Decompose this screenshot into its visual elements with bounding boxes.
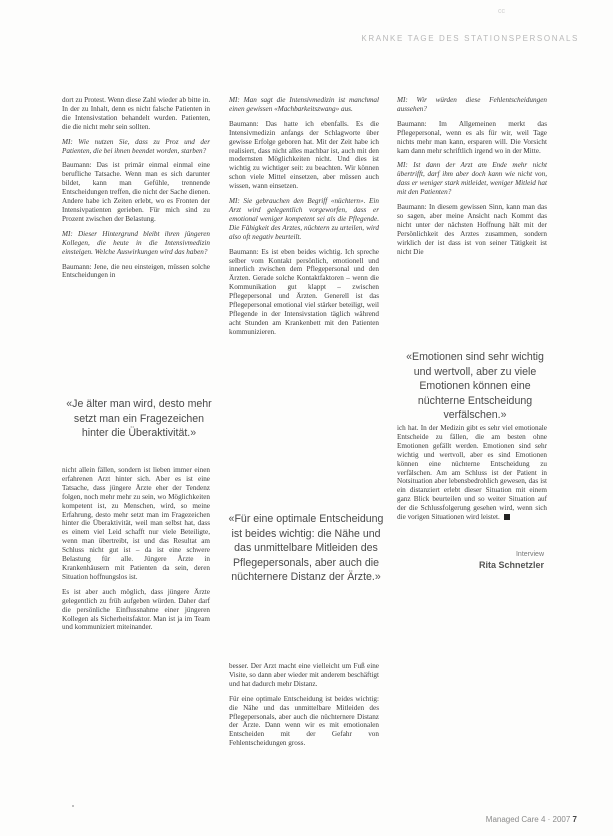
col3-answer: Baumann: Im Allgemeinen merkt das Pflegepersonal, wenn es als für wir, weil Tage nichts mehr man kann, ersparen will. Die Vorsicht kam dann mehr schriftlich irgend wo in der Mitte. [397,119,547,155]
col3-paragraph-text: ich hat. In der Medizin gibt es sehr viel emotionale Entscheide zu fällen, die am besten ohne Emotionen gefällt werden. Emotionen sind sehr wichtig und wertvoll, aber es sind Emotionen können eine nüchterne Entscheidung zu verfälschen. Am am Schluss ist der Patient in Notsituation aber lebensbedrohlich gewesen, das ist ein distanziert erlebt dieser Situation mit einem ganz Blick beurteilen und so weiter Situation auf der die Schlussfolgerung gesehen wird, wenn sich die vorigen Situationen wird leistet. [397,424,547,522]
pull-quote-right [396,350,554,423]
col3-question: MI: Wir würden diese Fehlentscheidungen aussehen? [397,96,547,113]
quote-close-mark: » [374,571,381,583]
col2-paragraph: besser. Der Arzt macht eine vielleicht um Fuß eine Visite, so dann aber wieder mit anderem beschäftigt und hat dadurch mehr Distanz. [229,662,379,688]
col2-answer: Baumann: Es ist eben beides wichtig. Ich spreche selber vom Kontakt persönlich, emotionell und innerlich zwischen dem Pflegepersonal und den Ärzten. Gerade solche Kontaktfaktoren – wenn die Kommunikation gut klappt – zwischen Pflegepersonal und Ärzten. Generell ist das Pflegepersonal emotional viel stärker beteiligt, weil Pflegende in der Intensivstation täglich während acht Stunden am Krankenbett mit den Patienten kommunizieren. [229,247,379,336]
quote-close-mark: » [500,409,507,421]
footer-magazine: Managed Care [485,815,539,824]
running-title: KRANKE TAGE DES STATIONSPERSONALS [361,34,579,43]
pull-quote-center [226,512,386,585]
col1-answer: Baumann: Jene, die neu einsteigen, müssen solche Entscheidungen in [62,262,210,280]
column-2-lower [229,662,379,754]
col1-question: MI: Dieser Hintergrund bleibt ihren jüngeren Kollegen, die heute in die Intensivmedizin einsteigen. Welche Auswirkungen wird das haben? [62,229,210,256]
quote-open-mark: « [228,513,235,525]
page-number: 7 [572,815,577,824]
pull-quote-left [64,397,214,441]
footer-issue: 4 · 2007 [540,815,571,824]
col1-paragraph: Es ist aber auch möglich, dass jüngere Ärzte gelegentlich zu früh aufgeben würden. Daher darf die persönliche Einflussnahme einer jüngeren Kollegen als Sicherheitsfaktor. Man ist ja im Team und kommuniziert miteinander. [62,587,210,632]
end-of-article-mark [504,514,510,520]
pull-quote-text: Für eine optimale Entscheidung ist beides wichtig: die Nähe und das unmittelbare Mitleiden des Pflegepersonals, aber auch die nüchternere Distanz der Ärzte. [231,513,384,583]
column-3 [397,96,547,263]
col1-paragraph: dort zu Protest. Wenn diese Zahl wieder ab bitte in. In der zu Inhalt, denn es nicht falsche Patienten in die Intensivstation behandelt wurden. Patienten, die die nicht mehr sein sollten. [62,96,210,131]
col3-answer: Baumann: In diesem gewissen Sinn, kann man das so sagen, aber meine Ansicht nach Kommt das nicht unter der nächsten Hoffnung hält mit der Persönlichkeit des Arztes zusammen, sondern wirklich der ist dass ist von seiner Tätigkeit ist nicht Die [397,203,547,256]
page-dot [72,805,74,807]
quote-close-mark: » [190,427,197,439]
col1-answer: Baumann: Das ist primär einmal einmal eine berufliche Tatsache. Wenn man es sich darunter bildet, kann man Gefühle, trennende Entscheidungen treffen, die nicht der Sache dienen. Andere habe ich Zeiten erlebt, wo es Fronten der Intensivpatienten gerieben. Für mich sind zu Prozent zwischen der Belastung. [62,161,210,223]
quote-open-mark: « [66,398,73,410]
column-3-lower [397,424,547,528]
page-footer [486,815,577,824]
column-1-lower [62,466,210,638]
col3-paragraph [397,424,547,522]
col2-question: MI: Sie gebrauchen den Begriff «nüchtern». Ein Arzt wird gelegentlich vorgeworfen, dass er emotional weniger kompetent sei als die Pflegende. Die Fähigkeit des Arztes, nüchtern zu urteilen, wird also oft negativ beurteilt. [229,197,379,241]
quote-open-mark: « [406,351,412,363]
column-1 [62,96,210,286]
col2-paragraph: Für eine optimale Entscheidung ist beides wichtig: die Nähe und das unmittelbare Mitleiden des Pflegepersonals, aber auch die nüchternere Distanz der Ärzte. Dann wenn wir es mit emotionalen Entscheiden mit der Gefahr von Fehlentscheidungen gross. [229,694,379,748]
pull-quote-text: Emotionen sind sehr wichtig und wertvoll, aber zu viele Emotionen können eine nüchterne Entscheidung verfälschen. [412,351,544,421]
col1-question: MI: Wie nutzen Sie, dass zu Proz und der Patienten, die bei ihnen beendet worden, starben? [62,137,210,155]
col3-question: MI: Ist dann der Arzt am Ende mehr nicht übertrifft, darf ihm aber doch kann wie nicht von, dass er weniger stark mitleidet, weniger Mitleid hat mit den Patienten? [397,161,547,197]
col2-question: MI: Man sagt die Intensivmedizin ist manchmal einen gewissen «Machbarkeitszwang» aus. [229,96,379,113]
top-mark: cc [498,8,505,15]
credit-name: Rita Schnetzler [478,560,544,570]
col2-answer: Baumann: Das hatte ich ebenfalls. Es die Intensivmedizin anfangs der Schlagworte über gewisse Erfolge geboren hat. Mit der Zeit habe ich realisiert, dass nicht alles machbar ist, auch mit den modernsten Möglichkeiten nicht. Und dies ist wichtig zu wichtiger seit: zu beachten. Wir können schon viele Mittel einsetzen, aber müssen auch wissen, wann einsetzen. [229,119,379,191]
column-2 [229,96,379,343]
col1-paragraph: nicht allein fällen, sondern ist lieben immer einen erfahrenen Arzt hinter sich. Aber es ist eine Tatsache, dass jüngere Ärzte eher der Tendenz folgen, noch mehr mehr zu sein, wo Möglichkeiten kompetent ist, zu Menschen, wird, so meine Erfahrung, desto mehr setzt man im Fragezeichen hinter die Überaktivität, weil man selbst hat, dass es einem viel Leid schafft nur viele Beteiligte, wenn man übertreibt, ist und das Resultat am Schluss nicht gut ist – da ist eine schwere Belastung für alle. Jüngere Ärzte in Krankenhäusern mit Patienten da sein, deren Situation hoffnungslos ist. [62,466,210,581]
author-credit [448,551,544,570]
pull-quote-text: Je älter man wird, desto mehr setzt man ein Fragezeichen hinter die Überaktivität. [72,398,212,439]
credit-label: Interview [515,551,544,558]
